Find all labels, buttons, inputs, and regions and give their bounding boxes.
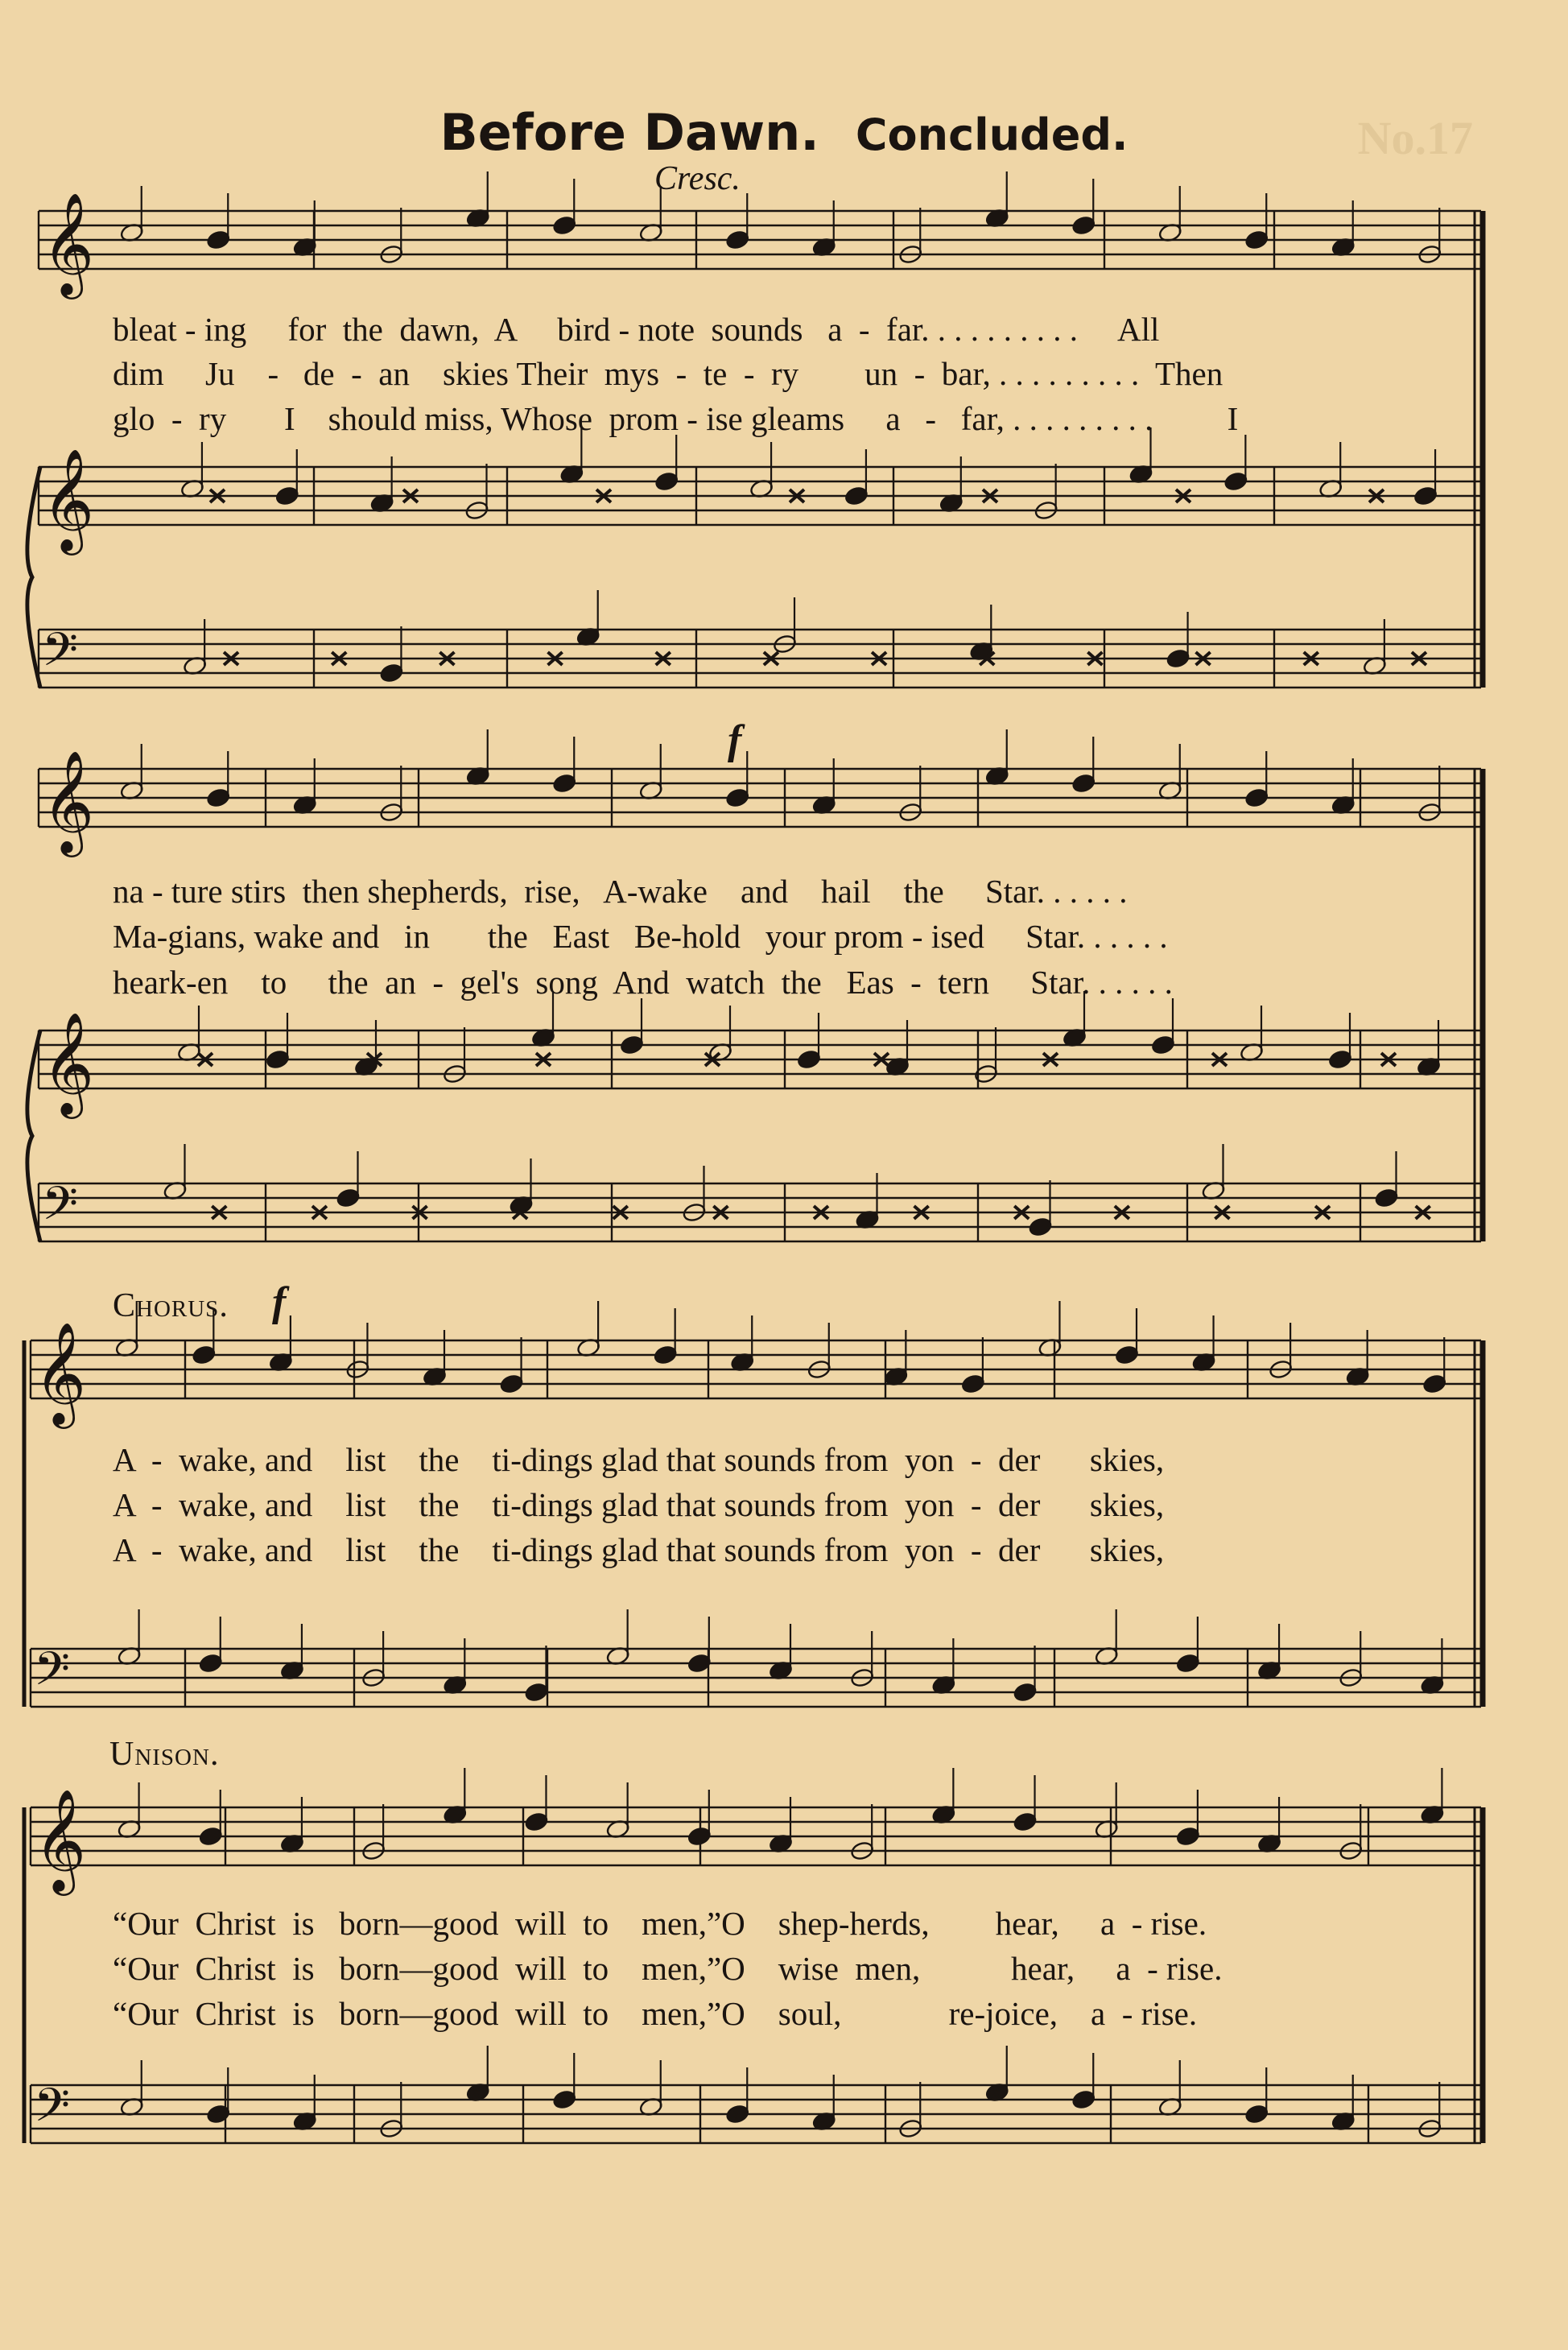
s1-melody-notehead (1244, 229, 1269, 250)
forte-marking: f (728, 717, 742, 763)
lyric-line-s4-v3: “Our Christ is born—good will to men,”O soul, re-joice, a - rise. (113, 1995, 1198, 2032)
lyric-line-s3-v2: A - wake, and list the ti-dings glad that sounds from yon - der skies, (113, 1486, 1165, 1523)
bleed-through-text: No.17 (1357, 112, 1473, 164)
treble-clef: 𝄞 (34, 1788, 87, 1891)
s2-bass-notehead (1028, 1216, 1053, 1237)
lyric-line-s2-v1: na - ture stirs then shepherds, rise, A-wake and hail the Star. . . . . . (113, 873, 1128, 910)
chorus-label: Chorus. (113, 1287, 229, 1324)
bass-clef: 𝄢 (34, 1642, 71, 1708)
bass-clef: 𝄢 (34, 2078, 71, 2144)
s1-treble-notehead (654, 471, 679, 492)
s3-treble-notehead (653, 1344, 678, 1365)
bass-clef: 𝄢 (42, 622, 79, 688)
chorus-forte-marking: f (272, 1279, 287, 1325)
s1-melody-notehead (725, 229, 750, 250)
s3-bass-notehead (1013, 1682, 1038, 1703)
lyric-line-s2-v2: Ma-gians, wake and in the East Be-hold your prom - ised Star. . . . . . (113, 918, 1168, 955)
s3-bass-notehead (1176, 1653, 1201, 1674)
s2-melody-notehead (206, 787, 231, 808)
crescendo-marking: Cresc. (654, 160, 741, 197)
s4-treble-notehead (1013, 1811, 1038, 1832)
s1-bass-notehead (379, 663, 404, 684)
treble-clef: 𝄞 (34, 1321, 87, 1424)
s3-bass-notehead (524, 1682, 549, 1703)
unison-label: Unison. (109, 1736, 220, 1773)
s1-treble-notehead (844, 485, 869, 506)
s1-bass-notehead (1166, 648, 1190, 669)
lyric-line-s2-v3: heark-en to the an - gel's song And watch the Eas - tern Star. . . . . . (113, 964, 1173, 1001)
s2-bass-notehead (1374, 1187, 1399, 1208)
lyric-line-s1-v2: dim Ju - de - an skies Their mys - te - ry un - bar, . . . . . . . . . Then (113, 355, 1223, 392)
s4-treble-notehead (1176, 1826, 1201, 1847)
treble-clef: 𝄞 (42, 750, 95, 853)
s3-treble-notehead (499, 1373, 524, 1394)
s2-melody-notehead (552, 773, 577, 794)
lyric-line-s3-v1: A - wake, and list the ti-dings glad that sounds from yon - der skies, (113, 1441, 1165, 1478)
s3-bass-notehead (198, 1653, 223, 1674)
song-title: Before Dawn. (439, 103, 819, 162)
treble-clef: 𝄞 (42, 1011, 95, 1114)
s2-treble-notehead (797, 1049, 822, 1070)
lyric-line-s1-v1: bleat - ing for the dawn, A bird - note sounds a - far. . . . . . . . . . All (113, 311, 1160, 348)
s3-treble-notehead (1422, 1373, 1447, 1394)
s2-treble-notehead (266, 1049, 291, 1070)
s2-bass-notehead (336, 1187, 361, 1208)
s4-bass-notehead (1071, 2089, 1096, 2110)
treble-clef: 𝄞 (42, 448, 95, 551)
s4-bass-notehead (1244, 2104, 1269, 2125)
s2-melody-notehead (1244, 787, 1269, 808)
s3-treble-notehead (192, 1344, 217, 1365)
lyric-line-s4-v2: “Our Christ is born—good will to men,”O wise men, hear, a - rise. (113, 1950, 1223, 1987)
s2-treble-notehead (1328, 1049, 1353, 1070)
s4-bass-notehead (725, 2104, 750, 2125)
s3-treble-notehead (1115, 1344, 1140, 1365)
treble-clef: 𝄞 (42, 192, 95, 295)
s1-melody-notehead (206, 229, 231, 250)
s4-treble-notehead (198, 1826, 223, 1847)
s2-treble-notehead (1151, 1035, 1176, 1055)
s3-treble-notehead (961, 1373, 986, 1394)
s4-bass-notehead (206, 2104, 231, 2125)
s1-treble-notehead (1223, 471, 1248, 492)
s4-bass-notehead (552, 2089, 577, 2110)
s1-melody-notehead (552, 215, 577, 236)
s4-treble-notehead (524, 1811, 549, 1832)
lyric-line-s1-v3: glo - ry I should miss, Whose prom - ise gleams a - far, . . . . . . . . . I (113, 400, 1239, 437)
lyric-line-s3-v3: A - wake, and list the ti-dings glad that sounds from yon - der skies, (113, 1531, 1165, 1568)
s4-treble-notehead (687, 1826, 712, 1847)
s2-melody-notehead (725, 787, 750, 808)
s2-treble-notehead (620, 1035, 645, 1055)
song-subtitle: Concluded. (855, 109, 1129, 160)
s1-treble-notehead (1413, 485, 1438, 506)
lyric-line-s4-v1: “Our Christ is born—good will to men,”O shep-herds, hear, a - rise. (113, 1905, 1207, 1942)
bass-clef: 𝄢 (42, 1176, 79, 1242)
s1-melody-notehead (1071, 215, 1096, 236)
s2-melody-notehead (1071, 773, 1096, 794)
s1-treble-notehead (274, 485, 299, 506)
